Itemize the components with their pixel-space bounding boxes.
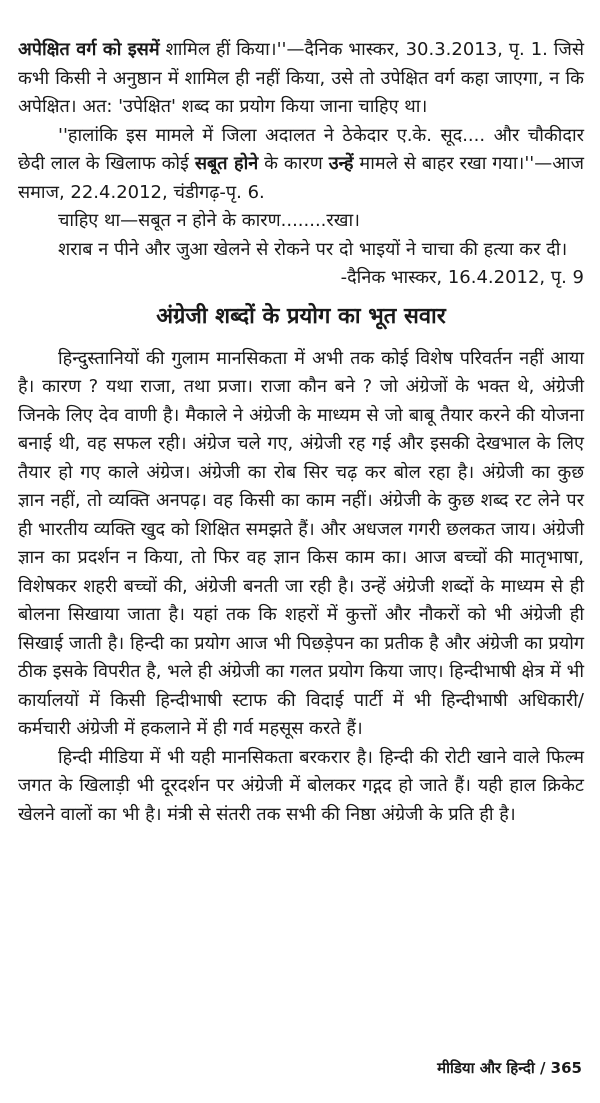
bold-phrase: उन्हें [328,153,354,174]
bold-phrase: सबूत होने [194,153,259,174]
source-citation: -दैनिक भास्कर, 16.4.2012, पृ. 9 [340,267,584,288]
section-heading: अंग्रेजी शब्दों के प्रयोग का भूत सवार [156,303,446,329]
paragraph-example: शराब न पीने और जुआ खेलने से रोकने पर दो भाइयों ने चाचा की हत्या कर दी। [58,238,568,260]
page-footer: मीडिया और हिन्दी / 365 [437,1059,582,1077]
page-body [18,36,584,829]
bold-phrase: अपेक्षित वर्ग को इसमें [18,39,160,60]
paragraph-quote [18,122,584,208]
paragraph-text: मामले से बाहर रखा गया।''—आज समाज, 22.4.2012, चंडीगढ़-पृ. 6. [18,153,585,203]
paragraph: हिन्दुस्तानियों की गुलाम मानसिकता में अभी तक कोई विशेष परिवर्तन नहीं आया है। कारण ? यथा राजा, तथा प्रजा। राजा कौन बने ? जो अंग्रेजों के भक्त थे, अंग्रेजी जिनके लिए देव वाणी है। मैकाले ने अंग्रेजी के माध्यम से जो बाबू तैयार करने की योजना बनाई थी, वह सफल रही। अंग्रेज चले गए, अंग्रेजी रह गई और इसकी देखभाल के लिए तैयार हो गए काले अंग्रेज। अंग्रेजी का रोब सिर चढ़ कर बोल रहा है। अंग्रेजी का कुछ ज्ञान नहीं, तो व्यक्ति अनपढ़। वह किसी का काम नहीं। अंग्रेजी के कुछ शब्द रट लेने पर ही भारतीय व्यक्ति खुद को शिक्षित समझते हैं। और अधजल गगरी छलकत जाय। अंग्रेजी ज्ञान का प्रदर्शन न किया, तो फिर वह ज्ञान किस काम का। आज बच्चों की मातृभाषा, विशेषकर शहरी बच्चों की, अंग्रेजी बनती जा रही है। उन्हें अंग्रेजी शब्दों के माध्यम से ही बोलना सिखाया जाता है। यहां तक कि शहरों में कुत्तों और नौकरों को भी अंग्रेजी ही सिखाई जाती है। हिन्दी का प्रयोग आज भी पिछड़ेपन का प्रतीक है और अंग्रेजी का प्रयोग ठीक इसके विपरीत है, भले ही अंग्रेजी का गलत प्रयोग किया जाए। हिन्दीभाषी क्षेत्र में भी कार्यालयों में किसी हिन्दीभाषी स्टाफ की विदाई पार्टी में भी हिन्दीभाषी अधिकारी/कर्मचारी अंग्रेजी में हकलाने में ही गर्व महसूस करते हैं। [18,347,584,739]
paragraph-continued [18,36,584,122]
paragraph-text: शामिल हीं किया।''—दैनिक भास्कर, 30.3.2013, पृ. 1. जिसे कभी किसी ने अनुष्ठान में शामिल ही नहीं किया, उसे तो उपेक्षित वर्ग कहा जाएगा, न कि अपेक्षित। अत: 'उपेक्षित' शब्द का प्रयोग किया जाना चाहिए था। [18,39,584,117]
paragraph-correction: चाहिए था—सबूत न होने के कारण........रखा। [58,210,360,231]
paragraph-text: के कारण [258,153,329,174]
paragraph: हिन्दी मीडिया में भी यही मानसिकता बरकरार है। हिन्दी की रोटी खाने वाले फिल्म जगत के खिलाड़ी भी दूरदर्शन पर अंग्रेजी में बोलकर गद्गद हो जाते हैं। यही हाल क्रिकेट खेलने वालों का भी है। मंत्री से संतरी तक सभी की निष्ठा अंग्रेजी के प्रति ही है। [18,746,584,825]
paragraph-text: ''हालांकि इस मामले में जिला अदालत ने ठेकेदार ए.के. सूद.... और चौकीदार छेदी लाल के खिलाफ कोई [18,124,584,174]
